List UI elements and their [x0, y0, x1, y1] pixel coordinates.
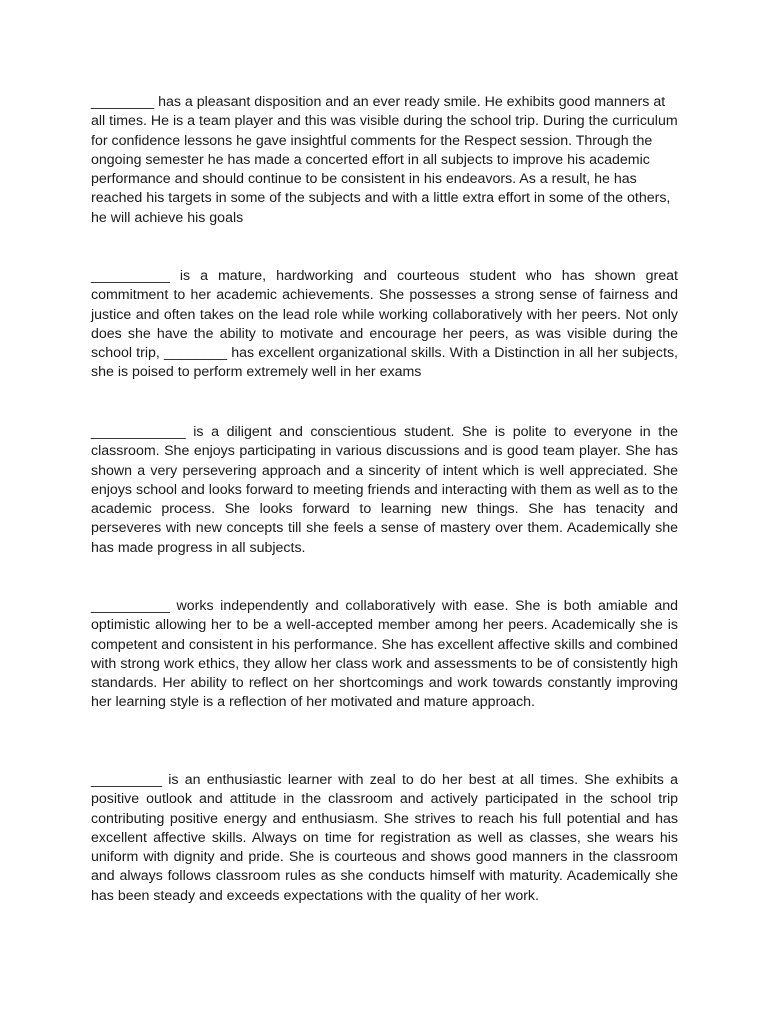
report-comment-paragraph-3: ____________ is a diligent and conscientious student. She is polite to everyone in the classroom. She enjoys participating in various discussions and is good team player. She has shown a very persevering approach and a sincerity of intent which is well appreciated. She enjoys school and looks forward to meeting friends and interacting with them as well as to the academic process. She looks forward to learning new things. She has tenacity and perseveres with new concepts till she feels a sense of mastery over them. Academically she has made progress in all subjects.	[91, 424, 678, 556]
report-comment-paragraph-1: ________ has a pleasant disposition and an ever ready smile. He exhibits good manners at all times. He is a team player and this was visible during the school trip. During the curriculum for confidence lessons he gave insightful comments for the Respect session. Through the ongoing semester he has made a concerted effort in all subjects to improve his academic performance and should continue to be consistent in his endeavors. As a result, he has reached his targets in some of the subjects and with a little extra effort in some of the others, he will achieve his goals	[91, 94, 678, 226]
report-comment-paragraph-4: __________ works independently and collaboratively with ease. She is both amiable and optimistic allowing her to be a well-accepted member among her peers. Academically she is competent and consistent in his performance. She has excellent affective skills and combined with strong work ethics, they allow her class work and assessments to be of consistently high standards. Her ability to reflect on her shortcomings and work towards constantly improving her learning style is a reflection of her motivated and mature approach.	[91, 598, 678, 711]
report-comment-paragraph-5: _________ is an enthusiastic learner with zeal to do her best at all times. She exhibits a positive outlook and attitude in the classroom and actively participated in the school trip contributing positive energy and enthusiasm. She strives to reach his full potential and has excellent affective skills. Always on time for registration as well as classes, she wears his uniform with dignity and pride. She is courteous and shows good manners in the classroom and always follows classroom rules as she conducts himself with maturity. Academically she has been steady and exceeds expectations with the quality of her work.	[91, 772, 678, 904]
report-comment-paragraph-2: __________ is a mature, hardworking and courteous student who has shown great commitment to her academic achievements. She possesses a strong sense of fairness and justice and often takes on the lead role while working collaboratively with her peers. Not only does she have the ability to motivate and encourage her peers, as was visible during the school trip, ________ has excellent organizational skills. With a Distinction in all her subjects, she is poised to perform extremely well in her exams	[91, 268, 678, 381]
